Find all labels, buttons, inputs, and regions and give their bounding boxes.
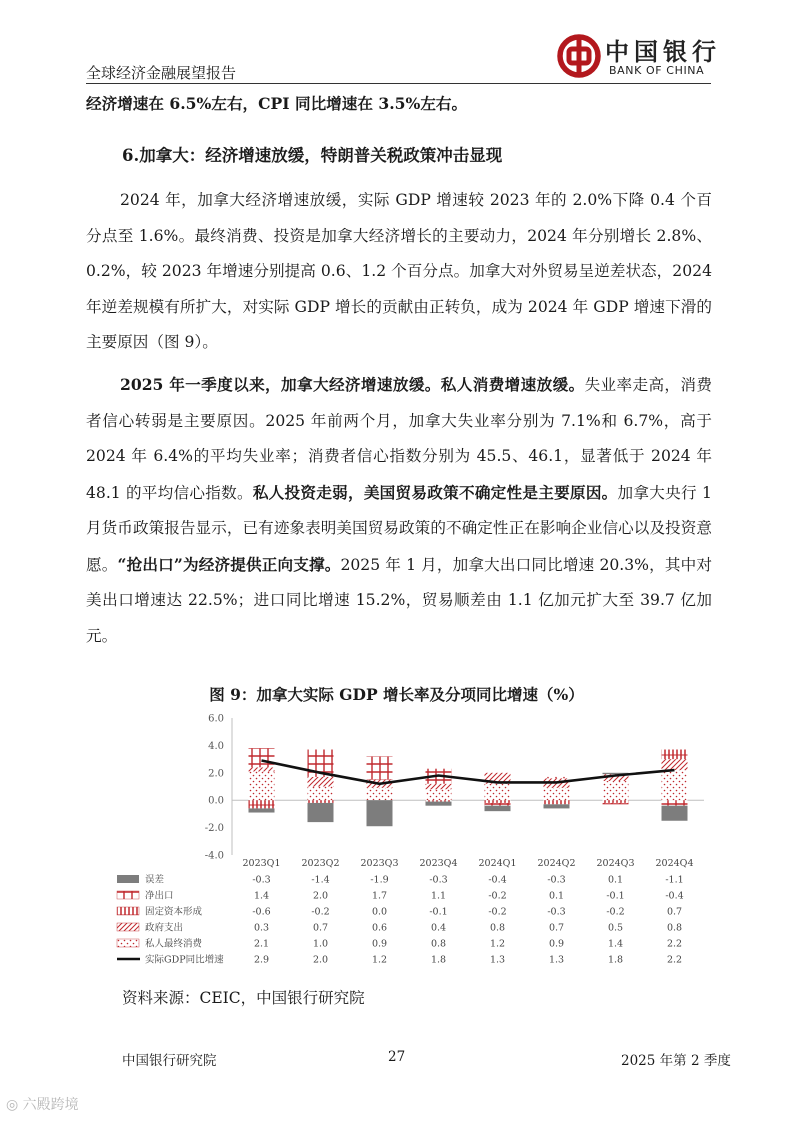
bar-cross-2023Q3	[367, 756, 393, 779]
data-table-value: 1.0	[312, 938, 329, 950]
bar-cross-2023Q2	[308, 750, 334, 777]
data-table-value: -0.2	[488, 890, 507, 902]
data-table-value: 0.3	[253, 922, 270, 934]
data-table-value: 0.8	[489, 922, 506, 934]
bold-lead-3: “抢出口”为经济提供正向支撑。	[117, 554, 341, 574]
data-table-value: -0.2	[606, 906, 625, 918]
data-table-value: -0.2	[311, 906, 330, 918]
bar-dots-2024Q4	[662, 770, 688, 800]
bar-dots-2023Q4	[426, 789, 452, 800]
data-table-value: 0.4	[430, 922, 447, 934]
bar-dots-2024Q1	[485, 784, 511, 800]
watermark	[6, 1094, 79, 1114]
bar-cross-2024Q3	[603, 803, 629, 804]
data-table-value: 1.2	[489, 938, 506, 950]
x-tick-label: 2023Q1	[242, 858, 281, 869]
data-table-value: -0.3	[252, 874, 271, 886]
data-table-value: 0.9	[371, 938, 388, 950]
data-table-value: 1.8	[430, 954, 447, 966]
y-tick-label: 0.0	[208, 795, 224, 807]
bar-diagonal-2023Q3	[367, 780, 393, 788]
legend-swatch-vertical	[117, 907, 139, 915]
bar-dots-2024Q2	[544, 788, 570, 800]
watermark-text: 六殿跨境	[22, 1097, 79, 1113]
watermark-icon: ◎	[6, 1097, 23, 1113]
data-table-value: 0.1	[607, 874, 624, 886]
data-table-value: 0.6	[371, 922, 388, 934]
paragraph-2025-q1	[86, 367, 712, 654]
x-tick-label: 2024Q3	[596, 858, 635, 869]
legend-label: 私人最终消费	[145, 938, 203, 950]
bar-cross-2024Q4	[662, 800, 688, 805]
bar-diagonal-2023Q1	[249, 767, 275, 771]
data-table-value: 0.1	[548, 890, 565, 902]
data-table-value: 2.0	[312, 890, 329, 902]
text-2: 加拿大央行 1 月货币政策报告显示，已有迹象表明美国贸易政策的不确定性正在影响企业信心以及投资意愿。	[86, 483, 712, 574]
data-table-value: -0.1	[429, 906, 448, 918]
data-table-value: 2.0	[312, 954, 329, 966]
text-3: 2025 年 1 月，加拿大出口同比增速 20.3%，其中对美出口增速达 22.5%；进口同比增速 15.2%，贸易顺差由 1.1 亿加元扩大至 39.7 亿加元。	[86, 555, 712, 645]
bar-vertical-2023Q4	[426, 800, 452, 801]
bold-lead-1: 2025 年一季度以来，加拿大经济增速放缓。私人消费增速放缓。	[120, 375, 585, 394]
data-table-value: 0.9	[548, 938, 565, 950]
bar-vertical-2024Q1	[485, 800, 511, 803]
legend-label: 政府支出	[145, 922, 184, 934]
data-table-value: 2.9	[253, 954, 270, 966]
data-table-value: -0.4	[665, 890, 684, 902]
bar-cross-2024Q2	[544, 777, 570, 778]
data-table-value: 1.1	[430, 890, 447, 902]
legend-swatch-dots	[117, 939, 139, 947]
x-tick-label: 2023Q3	[360, 858, 399, 869]
data-table-value: 0.7	[312, 922, 329, 934]
legend-label: 误差	[145, 874, 165, 886]
data-table-value: 0.8	[430, 938, 447, 950]
page-number: 27	[388, 1049, 406, 1065]
bar-diagonal-2024Q3	[603, 774, 629, 781]
gdp-growth-line	[262, 761, 675, 784]
bar-solid-gray-2023Q3	[367, 800, 393, 826]
data-table-value: 2.1	[253, 938, 270, 950]
data-table-value: 1.7	[371, 890, 388, 902]
figure-source: 资料来源：CEIC，中国银行研究院	[122, 989, 365, 1007]
data-table-value: 1.4	[253, 890, 270, 902]
x-tick-label: 2023Q4	[419, 858, 458, 869]
legend-label: 净出口	[145, 890, 174, 902]
bold-lead-2: 私人投资走弱，美国贸易政策不确定性是主要原因。	[252, 482, 618, 502]
data-table-value: 2.2	[666, 954, 683, 966]
legend-swatch-cross	[117, 891, 139, 899]
figure-title: 图 9：加拿大实际 GDP 增长率及分项同比增速（%）	[209, 685, 584, 704]
y-tick-label: 2.0	[208, 768, 224, 780]
legend-swatch-solid-gray	[117, 875, 139, 883]
bar-solid-gray-2023Q1	[249, 808, 275, 812]
bar-dots-2023Q2	[308, 787, 334, 801]
footer-quarter: 2025 年第 2 季度	[621, 1053, 731, 1069]
data-table-value: -0.2	[488, 906, 507, 918]
data-table-value: 2.2	[666, 938, 683, 950]
bar-diagonal-2024Q4	[662, 759, 688, 770]
data-table-value: -0.1	[606, 890, 625, 902]
bar-cross-2024Q1	[485, 803, 511, 806]
data-table-value: 0.7	[548, 922, 565, 934]
report-title: 全球经济金融展望报告	[86, 64, 237, 82]
data-table-value: -1.9	[370, 874, 389, 886]
bar-vertical-2023Q1	[249, 800, 275, 808]
bar-solid-gray-2023Q4	[426, 802, 452, 806]
header-rule	[86, 83, 711, 84]
bar-diagonal-2024Q2	[544, 778, 570, 788]
data-table-value: -0.6	[252, 906, 271, 918]
bar-diagonal-2023Q2	[308, 777, 334, 787]
legend-swatch-diagonal	[117, 923, 139, 931]
y-tick-label: 4.0	[208, 740, 224, 752]
bar-dots-2023Q1	[249, 771, 275, 800]
logo-chinese-name: 中国银行	[605, 37, 721, 66]
bank-logo-icon	[557, 34, 601, 78]
data-table-value: 0.8	[666, 922, 683, 934]
bar-solid-gray-2023Q2	[308, 803, 334, 822]
data-table-value: 1.8	[607, 954, 624, 966]
bar-diagonal-2023Q4	[426, 784, 452, 789]
data-table-value: 1.3	[489, 954, 506, 966]
text-1: 失业率走高，消费者信心转弱是主要原因。2025 年前两个月，加拿大失业率分别为 7.1%和 6.7%，高于 2024 年 6.4%的平均失业率；消费者信心指数分别为 45.5、46.1，显著低于 2024 年 48.1 的平均信心指数。	[86, 376, 712, 502]
bar-vertical-2024Q3	[603, 800, 629, 803]
data-table-value: -0.3	[547, 874, 566, 886]
paragraph-2024-review: 2024 年，加拿大经济增速放缓，实际 GDP 增速较 2023 年的 2.0%下降 0.4 个百分点至 1.6%。最终消费、投资是加拿大经济增长的主要动力，2024 年分别增长 2.8%、0.2%，较 2023 年增速分别提高 0.6、1.2 个百分点。加拿大对外贸易呈逆差状态，2024 年逆差规模有所扩大，对实际 GDP 增长的贡献由正转负，成为 2024 年 GDP 增速下滑的主要原因（图 9）。	[86, 191, 712, 351]
bar-solid-gray-2024Q3	[603, 773, 629, 774]
data-table-value: 0.5	[607, 922, 624, 934]
x-tick-label: 2024Q1	[478, 858, 517, 869]
data-table-value: 0.7	[666, 906, 683, 918]
y-tick-label: -4.0	[204, 850, 224, 862]
x-tick-label: 2024Q2	[537, 858, 576, 869]
data-table-value: -1.1	[665, 874, 684, 886]
bar-diagonal-2024Q1	[485, 773, 511, 784]
logo-english-name: BANK OF CHINA	[609, 64, 705, 77]
paragraph-continued: 经济增速在 6.5%左右，CPI 同比增速在 3.5%左右。	[86, 94, 468, 113]
bar-solid-gray-2024Q1	[485, 806, 511, 811]
footer-org: 中国银行研究院	[122, 1053, 217, 1069]
data-table-value: 0.0	[371, 906, 388, 918]
data-table-value: -0.3	[547, 906, 566, 918]
data-table-value: 1.2	[371, 954, 388, 966]
bar-solid-gray-2024Q2	[544, 804, 570, 808]
data-table-value: -0.3	[429, 874, 448, 886]
legend-label: 实际GDP同比增速	[145, 954, 224, 966]
y-tick-label: 6.0	[208, 713, 224, 725]
bar-dots-2023Q3	[367, 788, 393, 800]
y-tick-label: -2.0	[204, 823, 224, 835]
bar-solid-gray-2024Q4	[662, 806, 688, 821]
bar-cross-2023Q4	[426, 769, 452, 784]
data-table-value: 1.4	[607, 938, 624, 950]
data-table-value: 1.3	[548, 954, 565, 966]
bar-cross-2023Q1	[249, 748, 275, 767]
x-tick-label: 2023Q2	[301, 858, 340, 869]
data-table-value: -1.4	[311, 874, 330, 886]
bar-vertical-2024Q4	[662, 750, 688, 760]
bank-logo	[557, 32, 721, 82]
data-table-value: -0.4	[488, 874, 507, 886]
section-heading: 6.加拿大：经济增速放缓，特朗普关税政策冲击显现	[122, 146, 503, 165]
x-tick-label: 2024Q4	[655, 858, 694, 869]
bar-dots-2024Q3	[603, 781, 629, 800]
bar-vertical-2024Q2	[544, 800, 570, 804]
bar-vertical-2023Q2	[308, 800, 334, 803]
legend-label: 固定资本形成	[145, 906, 203, 918]
